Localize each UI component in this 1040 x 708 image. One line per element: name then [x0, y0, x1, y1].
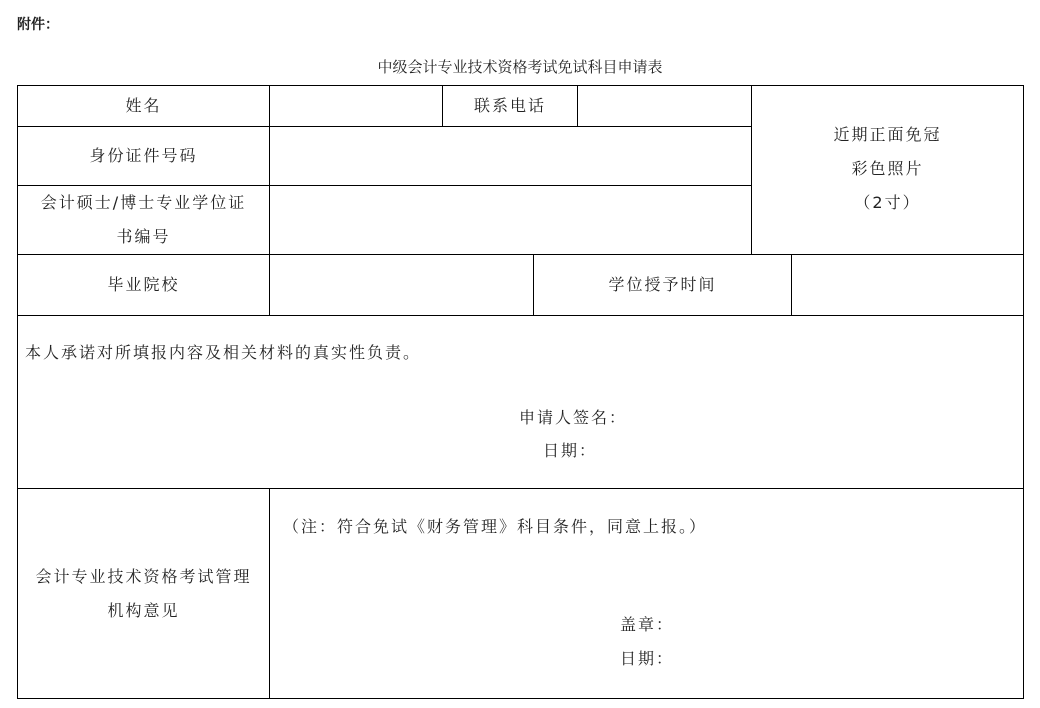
photo-line-2: 彩色照片	[851, 159, 924, 178]
school-label: 毕业院校	[107, 275, 180, 294]
degree-time-label: 学位授予时间	[608, 275, 717, 294]
degree-cert-line-2: 书编号	[116, 227, 171, 246]
phone-label-cell	[442, 85, 578, 127]
degree-time-label-cell	[533, 254, 792, 316]
org-opinion-line-2: 机构意见	[107, 600, 180, 620]
org-opinion-label-cell	[17, 488, 270, 699]
photo-line-3: （2寸）	[854, 193, 921, 212]
degree-time-input-cell[interactable]	[791, 254, 1024, 316]
attachment-label: 附件：	[17, 17, 59, 33]
degree-cert-line-1: 会计硕士/博士专业学位证	[40, 193, 247, 212]
applicant-date-label: 日期：	[543, 441, 598, 460]
name-label: 姓名	[125, 96, 162, 115]
id-label: 身份证件号码	[89, 146, 198, 165]
org-opinion-line-1: 会计专业技术资格考试管理	[35, 566, 252, 586]
org-date-label: 日期：	[620, 649, 675, 668]
name-label-cell	[17, 85, 270, 127]
org-note-text: （注：符合免试《财务管理》科目条件，同意上报。）	[283, 517, 708, 536]
degree-cert-input-cell[interactable]	[269, 185, 752, 255]
applicant-sign-label: 申请人签名：	[519, 408, 628, 427]
photo-line-1: 近期正面免冠	[833, 125, 942, 144]
school-input-cell[interactable]	[269, 254, 534, 316]
id-input-cell[interactable]	[269, 126, 752, 186]
photo-cell[interactable]	[751, 85, 1024, 255]
phone-label: 联系电话	[473, 96, 546, 115]
pledge-text: 本人承诺对所填报内容及相关材料的真实性负责。	[25, 343, 422, 362]
phone-input-cell[interactable]	[577, 85, 752, 127]
form-title: 中级会计专业技术资格考试免试科目申请表	[377, 58, 663, 76]
school-label-cell	[17, 254, 270, 316]
seal-label: 盖章：	[620, 615, 675, 634]
id-label-cell	[17, 126, 270, 186]
name-input-cell[interactable]	[269, 85, 443, 127]
degree-cert-label-cell	[17, 185, 270, 255]
